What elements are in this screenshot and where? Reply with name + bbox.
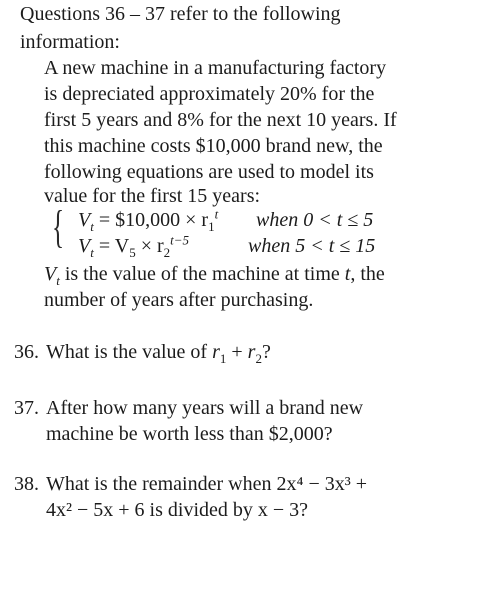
intro-line-1: A new machine in a manufacturing factory: [44, 57, 387, 79]
q36-r2: r: [247, 341, 256, 363]
question-38-line-1: What is the remainder when 2x⁴ − 3x³ +: [46, 473, 367, 495]
equation-1: [78, 208, 218, 232]
question-36-number: 36.: [14, 341, 39, 363]
q36-end: ?: [261, 341, 271, 363]
eq1-rhs-sup: t: [214, 206, 219, 222]
intro-line-2: is depreciated approximately 20% for the: [44, 83, 375, 105]
question-37-line-1: After how many years will a brand new: [46, 397, 364, 419]
intro-line-6: value for the first 15 years:: [44, 185, 261, 207]
intro-line-4: this machine costs $10,000 brand new, the: [44, 135, 383, 157]
eq2-mid: × r: [135, 235, 164, 257]
def-text: is the value of the machine at time: [59, 263, 345, 285]
q36-r1-sub: 1: [219, 351, 227, 366]
def-v: V: [44, 263, 57, 285]
intro-line-5: following equations are used to model its: [44, 161, 374, 183]
question-38-number: 38.: [14, 473, 39, 495]
eq1-lhs: V: [78, 209, 91, 231]
def-t: t: [344, 263, 351, 285]
q36-plus: +: [226, 341, 248, 363]
eq2-rhs-sub2: 2: [163, 245, 171, 260]
eq2-rhs-sub1: 5: [129, 245, 136, 260]
equation-2-condition: when 5 < t ≤ 15: [248, 235, 376, 257]
question-36-text: [46, 340, 271, 364]
definition-line-2: number of years after purchasing.: [44, 289, 314, 311]
question-37-number: 37.: [14, 397, 39, 419]
eq2-lhs-sub: t: [90, 245, 94, 260]
heading-line-1: Questions 36 – 37 refer to the following: [20, 3, 341, 25]
def-tail: , the: [350, 263, 385, 285]
question-38-line-2: 4x² − 5x + 6 is divided by x − 3?: [46, 499, 309, 521]
eq2-rhs: = V: [93, 235, 130, 257]
q36-r1: r: [212, 341, 220, 363]
heading-line-2: information:: [20, 31, 120, 53]
question-37-line-2: machine be worth less than $2,000?: [46, 423, 333, 445]
definition-line-1: [44, 262, 385, 286]
q36-prompt: What is the value of: [46, 341, 213, 363]
eq2-lhs: V: [78, 235, 91, 257]
eq1-rhs-sub: 1: [208, 219, 215, 234]
eq1-lhs-sub: t: [90, 219, 94, 234]
equation-2: [78, 234, 189, 258]
q36-r2-sub: 2: [255, 351, 262, 366]
equation-1-condition: when 0 < t ≤ 5: [256, 209, 374, 231]
equation-brace: {: [52, 201, 65, 252]
eq2-rhs-sup: t−5: [170, 232, 190, 248]
def-v-sub: t: [56, 273, 60, 288]
intro-line-3: first 5 years and 8% for the next 10 years. If: [44, 109, 397, 131]
eq1-rhs: = $10,000 × r: [93, 209, 209, 231]
